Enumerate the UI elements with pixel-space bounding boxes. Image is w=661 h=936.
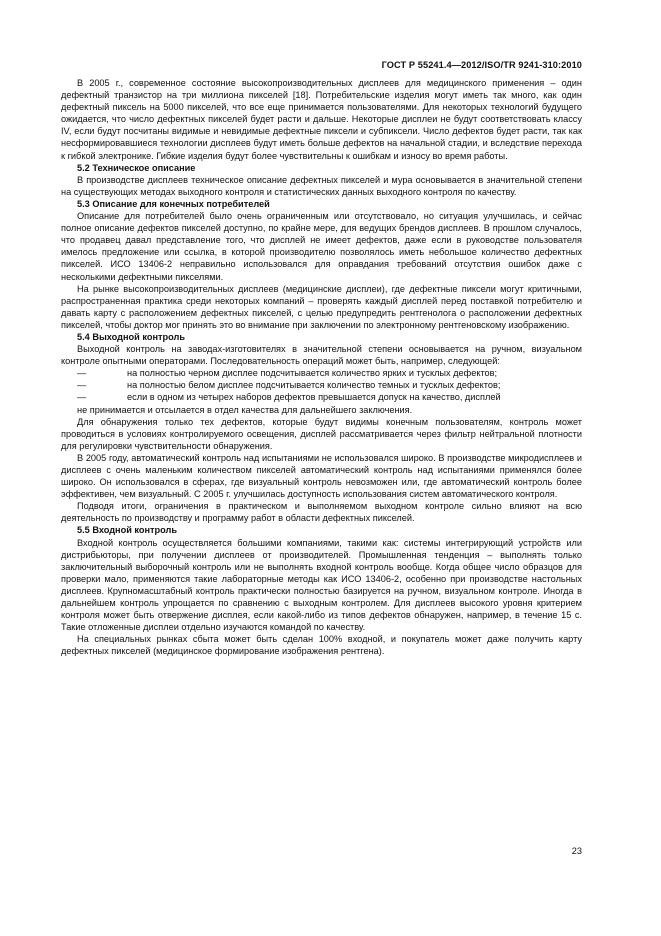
list-item-text: если в одном из четырех наборов дефектов превышается допуск на качество, дисплей (127, 392, 501, 403)
list-dash: — (77, 392, 87, 403)
page-content (61, 77, 582, 658)
list-dash: — (77, 368, 87, 379)
section-5-4-paragraph-1: Выходной контроль на заводах-изготовителях в значительной степени основывается на ручном, визуальном контроле опытными операторами. Последовательность операций может быть, например, следующей: (61, 344, 582, 367)
list-item (61, 391, 582, 403)
list-item-text: на полностью черном дисплее подсчитывается количество ярких и тусклых дефектов; (127, 368, 498, 379)
page-number: 23 (571, 846, 582, 856)
list-dash: — (77, 380, 87, 391)
section-5-3-paragraph-2: На рынке высокопроизводительных дисплеев (медицинские дисплеи), где дефектные пиксели могут критичными, распространенная практика среди некоторых компаний – проверять каждый дисплей перед поставкой потребителю и давать карту с расположением дефектных пикселей, с целью предупредить рентгенолога о расположении дефектных пикселей, чтобы доктор мог принять это во внимание при заключении по электронному рентгеновскому изображению. (61, 283, 582, 330)
list-item (61, 379, 582, 391)
section-5-4-paragraph-3: В 2005 году, автоматический контроль над испытаниями не использовался широко. В производстве микродисплеев и дисплеев с очень маленьким количеством пикселей автоматический контроль над испытаниями применялся более широко. Он использовался в сферах, где визуальный контроль невозможен или, где автоматический контроль более эффективен, чем визуальный. С 2005 г. улучшилась доступность использования систем автоматического контроля. (61, 452, 582, 500)
document-header: ГОСТ Р 55241.4—2012/ISO/TR 9241-310:2010 (381, 60, 582, 70)
section-5-5-paragraph-1: Входной контроль осуществляется большими компаниями, такими как: системы интегрирующий устройств или дистрибьюторы, при получении дисплеев от производителей. Промышленная тенденция – выполнять только заключительный выборочный контроль или не выполнять входной контроль вообще. Когда общее число образцов для проверки мало, применяются такие лабораторные методы как ИСО 13406-2, особенно при производстве настольных дисплеев. Крупномасштабный контроль практически полностью базируется на ручном, визуальном контроле. Иногда в дальнейшем контроль упрощается по сравнению с выходным контролем. Для дисплеев высокого уровня критерием контроля может быть отвержение дисплея, если какой-либо из типов дефектов обнаружен, например, в течение 15 с. Такие отложенные дисплеи отдельно изучаются командой по качеству. (61, 537, 582, 633)
list-item (61, 367, 582, 379)
section-5-4-paragraph-2: Для обнаружения только тех дефектов, которые будут видимы конечным пользователям, контроль может проводиться в условиях контролируемого освещения, дисплей рассматривается через фильтр нейтральной плотности для регулировки чувствительности обнаружения. (61, 416, 582, 451)
section-heading-5-3: 5.3 Описание для конечных потребителей (77, 198, 270, 209)
section-5-2-paragraph: В производстве дисплеев техническое описание дефектных пикселей и мура основывается в значительной степени на существующих методах выходного контроля и статистических данных выходного контроля по качеству. (61, 174, 582, 197)
section-heading-5-4: 5.4 Выходной контроль (77, 331, 185, 342)
section-heading-5-5: 5.5 Входной контроль (77, 525, 178, 536)
section-heading-5-2: 5.2 Техническое описание (77, 162, 196, 173)
section-5-4-paragraph-4: Подводя итоги, ограничения в практическом и выполняемом выходном контроле сильно влияют на всю деятельность по производству и программу работ в области дефектных пикселей. (61, 501, 582, 524)
section-5-5-paragraph-2: На специальных рынках сбыта может быть сделан 100% входной, и покупатель может даже получить карту дефектных пикселей (медицинское формирование изображения рентгена). (61, 634, 582, 657)
list-item-continuation: не принимается и отсылается в отдел качества для дальнейшего заключения. (77, 404, 413, 415)
section-5-3-paragraph-1: Описание для потребителей было очень ограниченным или отсутствовало, но ситуация улучшилась, и сейчас полное описание дефектов пикселей доступно, по крайне мере, для ведущих брендов дисплеев. В прошлом случалось, что продавец давал представление того, что дисплей не имеет дефектов, даже если в руководстве пользователя имелось предложение или ссылка, в которой производителю позволялось иметь небольшое количество дефектных пикселей. ИСО 13406-2 неправильно использовался для оправдания требований отсутствия ошибок даже с несколькими дефектными пикселями. (61, 211, 582, 282)
intro-paragraph: В 2005 г., современное состояние высокопроизводительных дисплеев для медицинского применения – один дефектный транзистор на три миллиона пикселей [18]. Потребительские изделия могут иметь так много, как один дефектный пиксель на 5000 пикселей, что все еще принимается пользователями. Для некоторых технологий будущего ожидается, что число дефектных пикселей будет расти и дальше. Некоторые дисплеи не будут соответствовать классу IV, если будут посчитаны видимые и невидимые дефектные пиксели и субпиксели. Число дефектов будет расти, так как несформировавшиеся технологии дисплеев будут иметь больше дефектов на начальной стадии, и вследствие перехода к гибкой электронике. Гибкие изделия будут более чувствительны к ошибкам и износу во время работы. (61, 78, 582, 161)
list-item-text: на полностью белом дисплее подсчитывается количество темных и тусклых дефектов; (127, 380, 501, 391)
